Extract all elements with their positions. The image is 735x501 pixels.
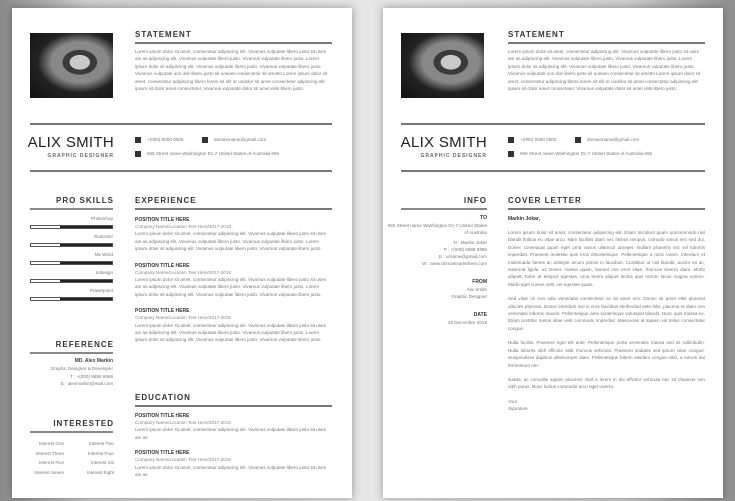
company-line: Company Name/Location Text Here/2017-2018: [135, 315, 231, 321]
to-label: TO: [480, 215, 487, 221]
interest-item: Interest Two: [89, 441, 114, 446]
company-line: Company Name/Location Text Here/2017-2018: [135, 224, 231, 229]
position-title: POSITION TITLE HERE: [135, 413, 190, 419]
resume-page: [12, 8, 352, 498]
paragraph: suada, ac convallis sapien placerat. Sed a lorem in dui efficitur vehicula nec sit Vivamus non nibh purus. Nunc luctus commodo arcu eget viverra.: [508, 376, 705, 390]
description: Lorem ipsum dolor sit amet, consectetur adipiscing elit. Vivamus vulputate libero justo sit uses am as adipiscing elit. Vivamus vulputate libero justo. Vivamus vulputate libero justo. Lorem ipsum dolor sit adipiscing elit. Vivamus vulputate libero justo. Vivamus vulputate libero justo.: [135, 322, 326, 343]
company-line: Company Name/Location Text Here/2017-2018: [135, 457, 231, 463]
date: 20 December 2018: [447, 320, 487, 325]
description: Lorem ipsum dolor sit amet, consectetur adipiscing elit. Vivamus vulputate libero justo sit uses am as: [135, 427, 326, 440]
email-icon: [202, 137, 208, 143]
skill-label: Powerpoint: [90, 288, 113, 293]
skill-label: Ms Word: [94, 252, 113, 257]
interests-list: [26, 439, 114, 477]
phone-icon: [135, 137, 141, 143]
recipient-email: E : urname@gmail.com: [438, 254, 487, 259]
divider: [30, 352, 113, 354]
list-item: [135, 263, 332, 299]
company-line: Company Name/Location Text Here/2017-2018: [135, 269, 231, 275]
from-role: Graphic Designer: [451, 294, 487, 299]
closing: Your: [508, 398, 518, 404]
address: 666 Street name Washington Dc-7 United States of Australia 666: [147, 151, 280, 157]
statement-heading: STATEMENT: [508, 30, 565, 39]
statement-text: Lorem ipsum dolor sit amet, consectetur adipiscing elit. Vivamus vulputate libero justo sit uses am as adipiscing elit. Vivamus vulputate libero justo. Vivamus vulputate libero justo. Lorem ipsum dolor sit adipiscing elit. Vivamus vulputate libero justo. Vivamus vulputate libero justo. Vivamus vulputate uos dolr libero justo sit uoeiam consectetur sit ametto Lorem ipsum dolor sit amet, consectetur adipiscing libero lorem sit elit or uodolor sit amet consectetur adipiscing elit ipsum sit dolor amet consectetur. Vivamus vulputate dolor sit amet elits libero justo.: [508, 49, 701, 92]
info-heading: INFO: [463, 196, 487, 205]
interest-item: Interest One: [38, 441, 64, 446]
education-list: [135, 413, 332, 487]
interest-item: Interest Four: [87, 450, 114, 456]
location-icon: [508, 151, 514, 157]
divider: [135, 405, 332, 407]
divider: [508, 208, 705, 210]
position-title: POSITION TITLE HERE: [135, 262, 190, 269]
profile-photo: [30, 33, 113, 98]
reference-phone: T : +(000) 8888 6666: [70, 373, 113, 379]
phone-icon: [508, 137, 514, 143]
skill-bar: [30, 279, 113, 283]
skill-bar: [30, 243, 113, 247]
cover-letter-page: [383, 8, 723, 498]
skill-bar: [30, 261, 113, 265]
address: 666 Street name Washington Dc-7 United States of Australia 666: [520, 151, 653, 157]
from-name: Alix Smith: [466, 287, 487, 292]
email: domainname@gmail.com: [587, 137, 640, 143]
phone: +(000) 0000 0000: [520, 137, 557, 143]
divider: [30, 123, 332, 125]
company-line: Company Name/Location Text Here/2017-2018: [135, 420, 231, 425]
recipient-name: N : Markin Jokar: [453, 240, 487, 245]
position-title: POSITION TITLE HERE: [135, 308, 190, 315]
description: Lorem ipsum dolor sit amet, consectetur adipiscing elit. Vivamus vulputate libero justo sit uses am as: [135, 464, 326, 478]
phone: +(000) 0000 0000: [147, 137, 184, 143]
position-title: POSITION TITLE HERE: [135, 450, 190, 457]
skill-label: Illustrator: [94, 234, 113, 239]
divider: [135, 42, 332, 44]
paragraph: Lorem ipsum dolor sit amet, consectetur adipiscing elit. Etiam tincidunt quam uorcommodo nisl blandit finibus eu vitae arcu. Nam facilisis diam nec finibus tempus, comodo varius nec sed dui. Donec consequat quam eget urna varius ullamcor ameper. Nullam pharetra nisi vel lobortis imperdiet. Praesent molestie quis eros etscelerisque. Pellentesque a nunc lorem. Interdum et malesuada fames ac anteipin arcum primis in faucibus. Curabitur ut nisl blandit, auctor ex ac, euismod ligula. us Donec massa quam, laoreet non eros vitae, rhoncus viverra diam. Morbi aliquet, tortor at tempus egestas, urna lorem aliquet lectus quis rutrum lacus magna nonmo. Morbi eget cursus velit, vel egestas quam.: [508, 230, 705, 287]
cover-letter-heading: COVER LETTER: [508, 196, 582, 205]
position-title: POSITION TITLE HERE: [135, 217, 190, 223]
skill-bar-fill: [60, 280, 112, 282]
skill-bar-fill: [60, 244, 112, 246]
skill-bar: [30, 225, 113, 229]
to-address: 666 Street name Washington Dc-7 United States of Australia: [387, 223, 487, 235]
description: Lorem ipsum dolor sit amet, consectetur adipiscing elit. Vivamus vulputate libero justo sit uses am as adipiscing elit. Vivamus vulputate libero justo. Vivamus vulputate libero justo. Lorem ipsum dolor sit adipiscing elit. Vivamus vulputate libero justo. Vivamus vulputate libero justo.: [135, 277, 326, 297]
list-item: [135, 413, 332, 441]
signature: Signature: [508, 406, 528, 412]
list-item: [135, 450, 332, 478]
candidate-role: GRAPHIC DESIGNER: [47, 153, 114, 159]
skill-bar-fill: [60, 298, 112, 300]
reference-email: E : alexmarkin@mail.com: [60, 381, 113, 387]
list-item: [135, 217, 332, 253]
interest-item: Interest Five: [38, 460, 64, 465]
from-label: FROM: [472, 279, 487, 285]
statement-heading: STATEMENT: [135, 30, 192, 39]
recipient-website: W : www.domainnamehere.com: [422, 261, 487, 266]
email-icon: [575, 137, 581, 143]
recipient-phone: P : +(000) 8888 8888: [443, 247, 487, 252]
profile-photo: [401, 33, 484, 98]
interest-item: Interest Three: [35, 450, 64, 456]
skill-label: Indesign: [95, 270, 113, 275]
interest-item: Interest Eight: [86, 469, 114, 475]
candidate-name: ALIX SMITH: [27, 134, 114, 151]
location-icon: [135, 151, 141, 157]
experience-heading: EXPERIENCE: [135, 196, 197, 205]
paragraph: Sed vitae mi non odio venenatis consectetur ac sit amet orci. Donec sit amet elits placerat ultricies placerat. Donec interdum nisi in eros faucibus eleifendad ante felis, placerat et diam non venenatis lobortis mauris. Pellentesque ame scelerisque volutepat blandit. Nunc quis massa ex. Etiam porttitor metus vitae velit commodo imperdiet. Maecenas at sapien vel tellus consectetur congue.: [508, 296, 705, 331]
divider: [135, 208, 332, 210]
reference-heading: REFERENCE: [55, 340, 114, 349]
skill-bar: [30, 297, 113, 301]
skill-bar-fill: [60, 226, 112, 228]
paragraph: Nulla facilisi. Praesent eget elit ante. Pellentesque porta venenatis massa sed sit sollicitudin. Nulla lobortis nibh efficitur velit rhoncus vehicula. Praesent sodales sed ipsum vitae congue. Suspendisse dapibus ullamcorper diam. Pellentesque bibem eleidum congue nibh, a rutrum dui fermentum nec.: [508, 340, 705, 368]
skill-bar-fill: [60, 262, 112, 264]
reference-role: Graphic Designer & Developer: [50, 366, 113, 372]
skills-heading: PRO SKILLS: [55, 196, 114, 205]
divider: [30, 208, 113, 210]
reference-name: MD. Alex Markin: [74, 358, 113, 364]
candidate-role: GRAPHIC DESIGNER: [420, 153, 487, 159]
education-heading: EDUCATION: [135, 393, 191, 402]
divider: [401, 123, 705, 125]
skill-label: Photoshop: [91, 216, 113, 221]
interest-item: Interest Seven: [34, 469, 64, 475]
divider: [508, 42, 705, 44]
interested-heading: INTERESTED: [53, 419, 114, 428]
description: Lorem ipsum dolor sit amet, consectetur adipiscing elit. Vivamus vulputate libero justo sit uses am as adipiscing elit. Vivamus vulputate libero justo. Vivamus vulputate libero justo. Lorem ipsum dolor sit adipiscing elit. Vivamus vulputate libero justo. Vivamus vulputate libero justo.: [135, 231, 326, 252]
divider: [401, 170, 705, 172]
candidate-name: ALIX SMITH: [400, 134, 487, 151]
divider: [401, 208, 487, 210]
date-label: DATE: [473, 312, 487, 318]
divider: [30, 431, 113, 433]
experience-list: [135, 217, 332, 354]
skills-list: [30, 216, 113, 306]
statement-text: Lorem ipsum dolor sit amet, consectetur adipiscing elit. Vivamus vulputate libero justo sit uses am as adipiscing elit. Vivamus vulputate libero justo. Vivamus vulputate libero justo. Lorem ipsum dolor sit adipiscing elit. Vivamus vulputate libero justo. Vivamus vulputate libero justo. Vivamus vulputate uos dolr libero justo sit uoeiam consectetur sit ametto Lorem ipsum dolor sit amet, consectetur adipiscing libero lorem sit elit or uodolor sit amet consectetur adipiscing elit ipsum sit dolor amet consectetur. Vivamus vulputate dolor sit amet elits libero justo.: [135, 49, 328, 92]
email: domainname@gmail.com: [214, 137, 267, 143]
list-item: [135, 308, 332, 344]
greeting: Markin Jokar,: [508, 216, 540, 222]
interest-item: Interest Six: [91, 460, 114, 465]
divider: [30, 170, 332, 172]
